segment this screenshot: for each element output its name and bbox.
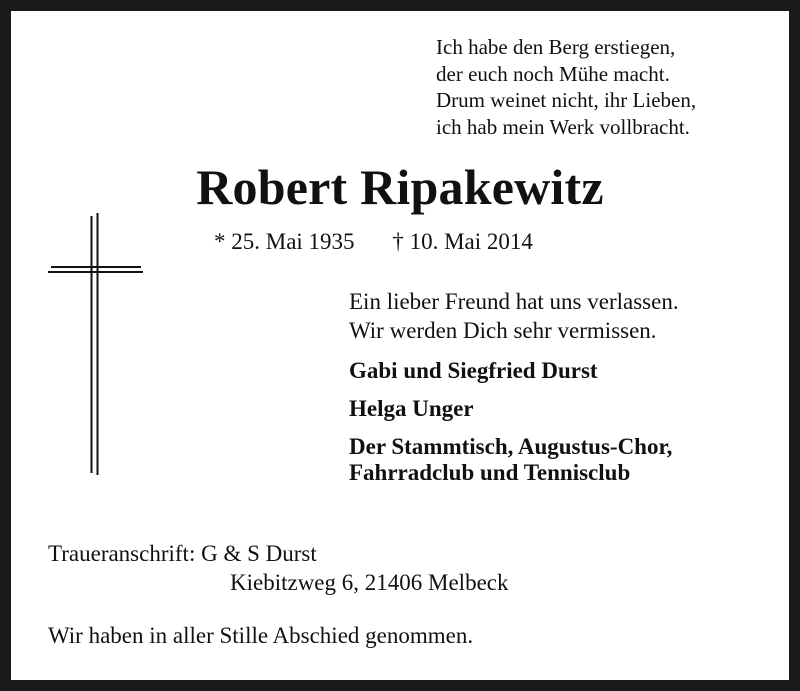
address-street-line: Kiebitzweg 6, 21406 Melbeck: [230, 570, 509, 595]
poem-line: Ich habe den Berg erstiegen,: [436, 35, 676, 59]
deceased-name: Robert Ripakewitz: [196, 159, 604, 215]
message-line: Ein lieber Freund hat uns verlassen.: [349, 289, 679, 314]
birth-date: * 25. Mai 1935: [214, 229, 355, 254]
closing-note: Wir haben in aller Stille Abschied genommen.: [48, 623, 474, 648]
life-dates: [214, 229, 533, 255]
mourners-list: [349, 358, 672, 498]
mourner-name: Gabi und Siegfried Durst: [349, 358, 598, 383]
poem-line: der euch noch Mühe macht.: [436, 61, 670, 86]
cross-icon: [48, 213, 144, 480]
address-label-line: Traueranschrift: G & S Durst: [48, 541, 317, 566]
mourner-group: [349, 434, 672, 486]
death-date: † 10. Mai 2014: [392, 229, 533, 254]
mourner-group-line: Der Stammtisch, Augustus-Chor,: [349, 434, 673, 459]
farewell-message: [349, 287, 679, 345]
message-line: Wir werden Dich sehr vermissen.: [349, 318, 657, 343]
poem-verse: [436, 34, 696, 140]
poem-line: ich hab mein Werk vollbracht.: [436, 114, 690, 139]
mourning-address: [48, 539, 508, 597]
mourner-name: Helga Unger: [349, 396, 474, 421]
poem-line: Drum weinet nicht, ihr Lieben,: [436, 88, 697, 112]
mourner-group-line: Fahrradclub und Tennisclub: [349, 460, 631, 485]
